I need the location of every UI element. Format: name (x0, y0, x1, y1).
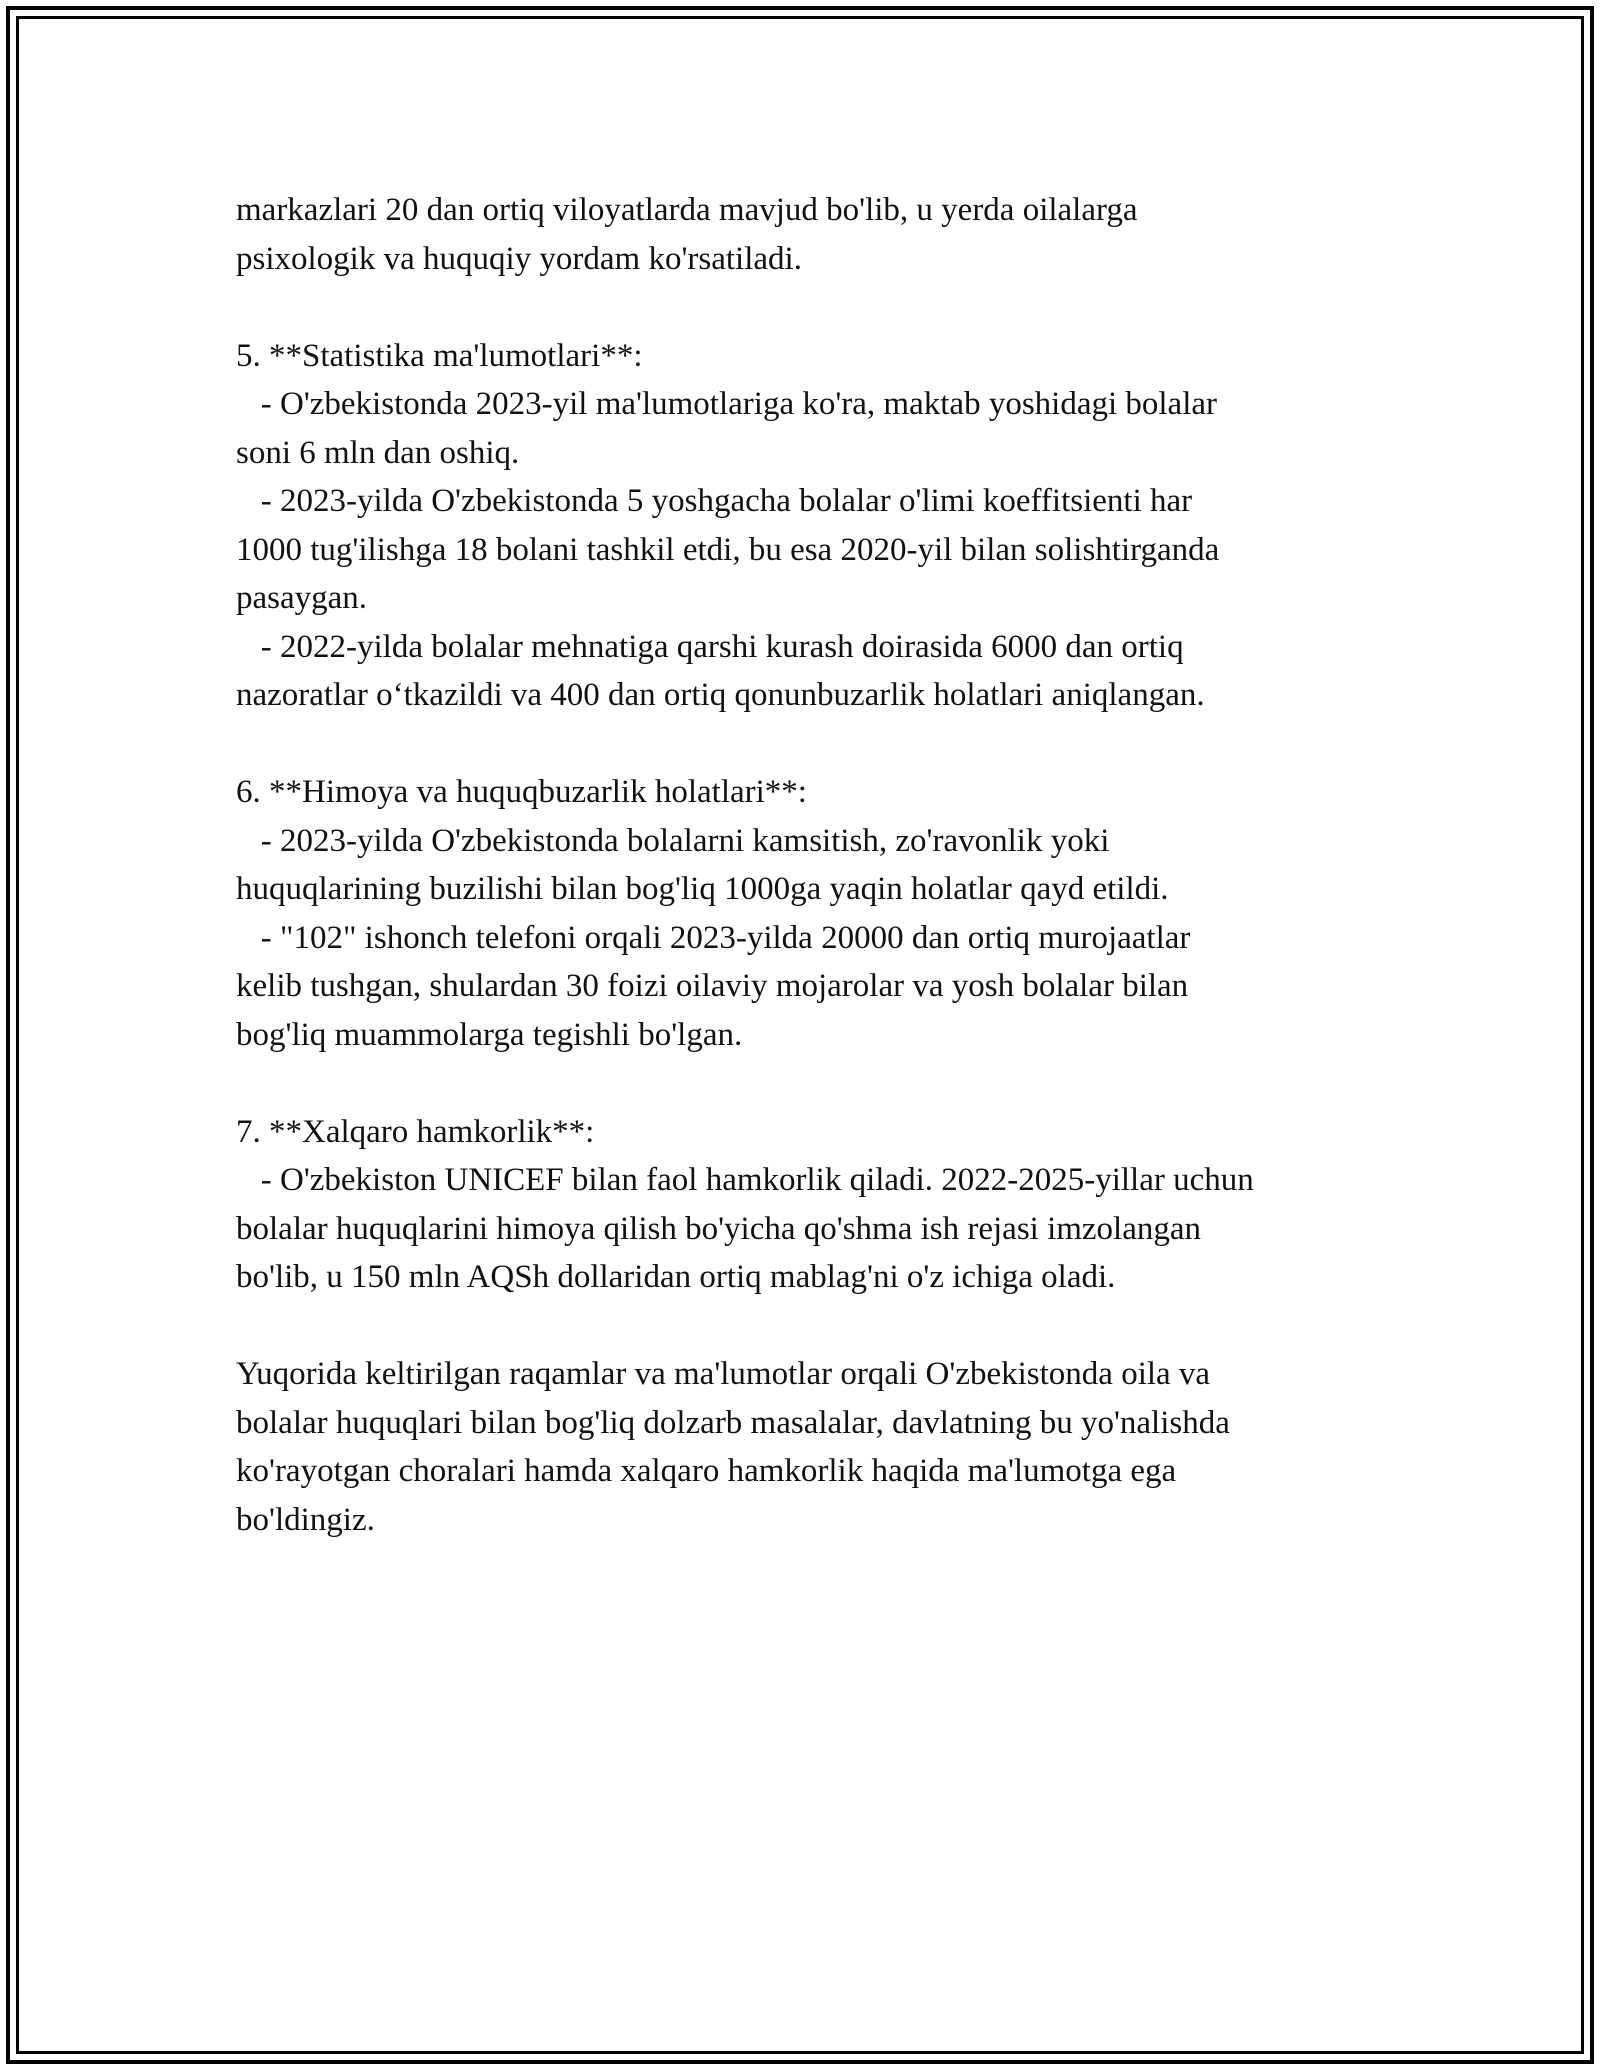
text-line: - O'zbekiston UNICEF bilan faol hamkorlik qiladi. 2022-2025-yillar uchun (236, 1162, 1254, 1198)
text-line: bolalar huquqlarini himoya qilish bo'yicha qo'shma ish rejasi imzolangan (236, 1210, 1202, 1247)
text-line: - 2022-yilda bolalar mehnatiga qarshi kurash doirasida 6000 dan ortiq (236, 628, 1184, 665)
text-line: - O'zbekistonda 2023-yil ma'lumotlariga ko'ra, maktab yoshidagi bolalar (236, 386, 1218, 422)
text-line: psixologik va huquqiy yordam ko'rsatiladi. (236, 240, 802, 277)
text-line: bolalar huquqlari bilan bog'liq dolzarb masalalar, davlatning bu yo'nalishda (236, 1404, 1230, 1441)
text-line: bo'ldingiz. (236, 1501, 375, 1538)
blank-line (236, 283, 1396, 332)
text-line: soni 6 mln dan oshiq. (236, 434, 520, 471)
text-line: - "102" ishonch telefoni orqali 2023-yilda 20000 dan ortiq murojaatlar (236, 919, 1191, 956)
section-heading: 5. **Statistika ma'lumotlari**: (236, 337, 643, 374)
text-line: markazlari 20 dan ortiq viloyatlarda mavjud bo'lib, u yerda oilalarga (236, 192, 1138, 228)
text-line: bo'lib, u 150 mln AQSh dollaridan ortiq mablag'ni o'z ichiga oladi. (236, 1259, 1116, 1295)
text-line: bog'liq muammolarga tegishli bo'lgan. (236, 1016, 743, 1053)
text-line: Yuqorida keltirilgan raqamlar va ma'lumotlar orqali O'zbekistonda oila va (236, 1356, 1211, 1392)
text-line: nazoratlar o‘tkazildi va 400 dan ortiq qonunbuzarlik holatlari aniqlangan. (236, 677, 1205, 713)
text-line: kelib tushgan, shulardan 30 foizi oilaviy mojarolar va yosh bolalar bilan (236, 968, 1189, 1004)
blank-line (236, 1302, 1396, 1351)
text-line: 1000 tug'ilishga 18 bolani tashkil etdi, bu esa 2020-yil bilan solishtirganda (236, 531, 1220, 568)
section-heading: 7. **Xalqaro hamkorlik**: (236, 1113, 595, 1150)
blank-line (236, 720, 1396, 769)
document-body (236, 186, 1396, 1544)
text-line: - 2023-yilda O'zbekistonda 5 yoshgacha bolalar o'limi koeffitsienti har (236, 483, 1193, 519)
text-line: huquqlarining buzilishi bilan bog'liq 1000ga yaqin holatlar qayd etildi. (236, 871, 1169, 907)
section-heading: 6. **Himoya va huquqbuzarlik holatlari**: (236, 774, 807, 810)
text-line: pasaygan. (236, 580, 368, 616)
text-line: - 2023-yilda O'zbekistonda bolalarni kamsitish, zo'ravonlik yoki (236, 822, 1110, 859)
text-line: ko'rayotgan choralari hamda xalqaro hamkorlik haqida ma'lumotga ega (236, 1453, 1177, 1489)
blank-line (236, 1059, 1396, 1108)
